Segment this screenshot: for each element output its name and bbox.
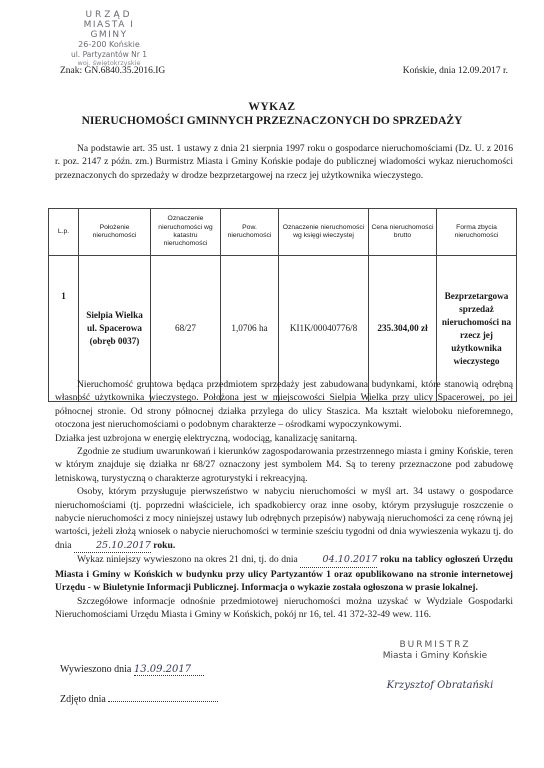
- cell-lp: 1: [49, 256, 79, 402]
- contact-paragraph: Szczegółowe informacje odnośnie przedmiotowej nieruchomości można uzyskać w Wydziale Gospodarki Nieruchomościami Urzędu Miasta i Gminy w Końskich, pokój nr 16, tel. 41 372-32-49 wew. 116.: [55, 595, 513, 620]
- property-table: [48, 208, 517, 402]
- posting-text: Wykaz niniejszy wywieszono na okres 21 dni, tj. do dnia: [77, 554, 298, 566]
- mayor-title: BURMISTRZ: [399, 640, 471, 650]
- priority-deadline-date: 25.10.2017: [74, 539, 151, 553]
- posting-end-date: 04.10.2017: [300, 553, 377, 567]
- header-land-register: Oznaczenie nieruchomości wg księgi wieczystej: [279, 209, 369, 256]
- header-location: Położenie nieruchomości: [79, 209, 151, 256]
- stamp-line: woj. świętokrzyskie: [77, 59, 141, 67]
- stamp-line: MIASTA I GMINY: [83, 20, 135, 40]
- mayor-signature: Krzysztof Obratański: [386, 680, 494, 691]
- mayor-office: Miasta i Gminy Końskie: [382, 651, 488, 661]
- header-lp: L.p.: [49, 209, 79, 256]
- stamp-line: URZĄD: [85, 10, 133, 20]
- priority-text: Osoby, którym przysługuje pierwszeństwo w nabyciu nieruchomości w myśl art. 34 ustawy o gospodarce nieruchomościami (tj. poprzedni właściciele, ich spadkobiercy oraz inne osoby, którym przysługuje roszczenie o nabycie nieruchomości z mocy niniejszej ustawy lub odrębnych przepisów) nabywają nieruchomości za cenę równą jej wartości, jeżeli złożą wniosek o nabycie nieruchomości w terminie sześciu tygodni od dnia wywieszenia wykazu tj. do dnia: [55, 486, 513, 551]
- cell-location: Sielpia Wielka ul. Spacerowa (obręb 0037): [79, 256, 151, 402]
- header-sale-form: Forma zbycia nieruchomości: [437, 209, 517, 256]
- posting-paragraph: [55, 553, 513, 594]
- cell-area: 1,0706 ha: [221, 256, 279, 402]
- mayor-stamp: [360, 640, 510, 662]
- priority-suffix: roku.: [153, 539, 176, 551]
- utilities-paragraph: Działka jest uzbrojona w energię elektryczną, wodociąg, kanalizację sanitarną.: [55, 432, 358, 444]
- cell-price: 235.304,00 zł: [369, 256, 437, 402]
- description-paragraph: Nieruchomość gruntowa będąca przedmiotem sprzedaży jest zabudowana budynkami, które stanowią odrębną własność użytkownika wieczystego. Położona jest w miejscowości Sielpia Wielka przy ulicy Spacerowej, po jej północnej stronie. Od strony północnej działka przylega do ulicy Staszica. Ma kształt wieloboku nieforemnego, otoczona jest nieruchomościami o podobnym charakterze – ośrodkami wypoczynkowymi.: [55, 379, 513, 431]
- posting-suffix: roku na tablicy ogłoszeń Urzędu Miasta i Gminy w Końskich w budynku przy ulicy Partyzantów 1 oraz opublikowano na stronie internetowej Urzędu - w Biuletynie Informacji Publicznej. Informacja o wykazie została ogłoszona w prasie lokalnej.: [55, 554, 513, 594]
- table-header-row: [49, 209, 517, 256]
- document-subtitle: NIERUCHOMOŚCI GMINNYCH PRZEZNACZONYCH DO SPRZEDAŻY: [81, 115, 463, 127]
- removed-date-blank: [108, 691, 218, 702]
- removed-date-line: [60, 691, 218, 705]
- stamp-line: ul. Partyzantów Nr 1: [70, 50, 148, 59]
- priority-paragraph: [55, 485, 513, 553]
- office-stamp: [64, 10, 154, 67]
- description-block: [55, 378, 513, 621]
- place-date: Końskie, dnia 12.09.2017 r.: [402, 66, 508, 76]
- reference-number: Znak: GN.6840.35.2016.IG: [60, 66, 166, 76]
- cell-sale-form: Bezprzetargowa sprzedaż nieruchomości na rzecz jej użytkownika wieczystego: [437, 256, 517, 402]
- header-price: Cena nieruchomości brutto: [369, 209, 437, 256]
- stamp-line: 26-200 Końskie: [78, 40, 140, 49]
- posted-date-line: [60, 664, 204, 676]
- header-cadastre: Oznaczenie nieruchomości wg katastru nieruchomości: [151, 209, 221, 256]
- intro-text: Na podstawie art. 35 ust. 1 ustawy z dnia 21 sierpnia 1997 roku o gospodarce nieruchomościami (Dz. U. z 2016 r. poz. 2147 z późn. zm.) Burmistrz Miasta i Gminy Końskie podaje do publicznej wiadomości wykaz nieruchomości przeznaczonych do sprzedaży w drodze bezprzetargowej na rzecz jej użytkownika wieczystego.: [55, 143, 513, 181]
- header-area: Pow. nieruchomości: [221, 209, 279, 256]
- zoning-paragraph: Zgodnie ze studium uwarunkowań i kierunków zagospodarowania przestrzennego miasta i gminy Końskie, teren w którym znajduje się działka nr 68/27 oznaczony jest symbolem M4. Są to tereny przeznaczone pod zabudowę letniskową, turystyczną o charakterze agroturystyki i rekreacyjną.: [55, 446, 513, 484]
- posted-date: 13.09.2017: [134, 664, 204, 676]
- cell-cadastre: 68/27: [151, 256, 221, 402]
- document-title: WYKAZ: [248, 101, 296, 113]
- posted-label: Wywieszono dnia: [60, 664, 132, 675]
- removed-label: Zdjęto dnia: [60, 694, 106, 705]
- intro-paragraph: [55, 142, 513, 182]
- cell-land-register: KI1K/00040776/8: [279, 256, 369, 402]
